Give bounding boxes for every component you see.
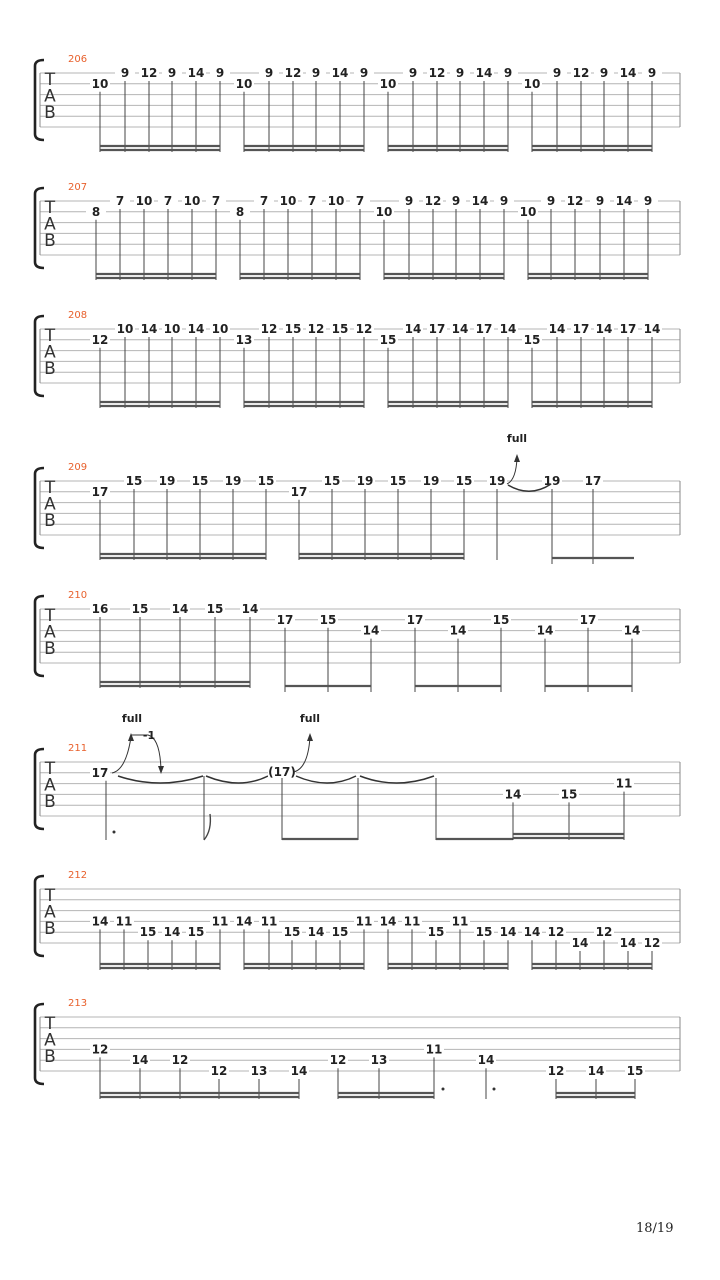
fret-number: 7	[211, 194, 221, 208]
fret-number: 14	[548, 322, 566, 336]
fret-number: 17	[584, 474, 602, 488]
tab-system-206	[35, 54, 680, 152]
fret-number: 9	[215, 66, 225, 80]
fret-number: 12	[428, 66, 446, 80]
fret-number: 15	[131, 602, 149, 616]
tab-system-211	[35, 712, 680, 840]
fret-number: 19	[356, 474, 374, 488]
fret-number: 15	[283, 925, 301, 940]
fret-number: 17	[91, 484, 109, 499]
fret-number: 12	[210, 1064, 228, 1078]
fret-number: 15	[492, 612, 510, 627]
tie	[118, 776, 203, 783]
tab-clef-letter: B	[44, 359, 56, 379]
bend-curve	[112, 737, 131, 773]
fret-number: 13	[235, 332, 253, 347]
fret-number: 14	[523, 925, 541, 940]
fret-number: 17	[276, 612, 294, 627]
tab-clef-letter: T	[44, 759, 56, 779]
fret-number: 11	[403, 914, 421, 929]
fret-number: 15	[257, 474, 275, 488]
tab-clef-letter: A	[44, 775, 56, 796]
fret-number: 9	[643, 194, 653, 208]
bend-curve	[294, 737, 310, 772]
fret-number: 10	[379, 76, 397, 91]
fret-number: 7	[163, 194, 173, 208]
tab-system-207	[35, 182, 680, 280]
tab-clef-letter: B	[44, 639, 56, 659]
fret-number: 10	[116, 322, 134, 336]
fret-number: 9	[451, 194, 461, 208]
fret-number: 14	[451, 322, 469, 336]
fret-number: 14	[504, 787, 522, 802]
fret-number: 10	[523, 76, 541, 91]
page-number: 18/19	[636, 1221, 674, 1236]
tab-clef-letter: B	[44, 919, 56, 939]
tab-clef-letter: B	[44, 1047, 56, 1067]
tab-system-213	[35, 998, 680, 1099]
measure-number: 211	[68, 743, 88, 754]
fret-number: 14	[171, 602, 189, 616]
tab-system-209	[35, 432, 680, 564]
fret-number: 9	[647, 66, 657, 80]
fret-number: 11	[425, 1042, 443, 1057]
fret-number: 14	[499, 322, 517, 336]
fret-number: 9	[167, 66, 177, 80]
fret-number: 12	[595, 925, 613, 940]
fret-number: 12	[424, 194, 442, 208]
fret-number: 14	[404, 322, 422, 336]
fret-number: 14	[140, 322, 158, 336]
fret-number: 17	[475, 322, 493, 336]
fret-number: 10	[163, 322, 181, 336]
fret-number: 14	[587, 1064, 605, 1078]
tab-clef-letter: T	[44, 1014, 56, 1034]
fret-number: 10	[235, 76, 253, 91]
fret-number: 14	[307, 925, 325, 940]
tab-clef-letter: T	[44, 70, 56, 90]
fret-number: 9	[503, 66, 513, 80]
fret-number: 15	[523, 332, 541, 347]
measure-number: 213	[68, 998, 88, 1009]
fret-number: 11	[115, 914, 133, 929]
note-flag	[204, 814, 210, 840]
fret-number: 9	[359, 66, 369, 80]
fret-number: 11	[260, 914, 278, 929]
fret-number: 14	[235, 914, 253, 929]
fret-number: 14	[623, 623, 641, 638]
fret-number: 15	[389, 474, 407, 488]
tab-clef-letter: B	[44, 103, 56, 123]
tab-clef-letter: T	[44, 198, 56, 218]
release-label: -1	[142, 729, 156, 742]
fret-number: 15	[331, 322, 349, 336]
tab-clef-letter: A	[44, 86, 56, 107]
fret-number: 12	[329, 1053, 347, 1068]
fret-number: 15	[455, 474, 473, 488]
tab-clef-letter: A	[44, 342, 56, 363]
fret-number: 14	[131, 1053, 149, 1068]
fret-number: 19	[224, 474, 242, 488]
fret-number: 9	[455, 66, 465, 80]
fret-number: 19	[543, 474, 561, 488]
fret-number: 11	[451, 914, 469, 929]
fret-number: 17	[572, 322, 590, 336]
fret-number: 12	[91, 332, 109, 347]
fret-number: 14	[477, 1053, 495, 1068]
fret-number: 8	[235, 204, 245, 219]
fret-number: 12	[260, 322, 278, 336]
fret-number: 14	[471, 194, 489, 208]
bend-label: full	[299, 712, 321, 725]
measure-number: 207	[68, 182, 88, 193]
fret-number: 9	[546, 194, 556, 208]
fret-number: 9	[264, 66, 274, 80]
bend-arrow	[514, 454, 520, 462]
fret-number: 19	[422, 474, 440, 488]
tab-clef-letter: B	[44, 231, 56, 251]
measure-number: 209	[68, 462, 88, 473]
measure-number: 208	[68, 310, 88, 321]
fret-number: 10	[135, 194, 153, 208]
fret-number: 15	[125, 474, 143, 488]
tab-clef-letter: A	[44, 902, 56, 923]
tab-system-210	[35, 590, 680, 692]
fret-number: 7	[355, 194, 365, 208]
fret-number: 7	[307, 194, 317, 208]
measure-number: 210	[68, 590, 88, 601]
fret-number: 12	[547, 1064, 565, 1078]
fret-number: 13	[250, 1064, 268, 1078]
fret-number: 15	[475, 925, 493, 940]
fret-number: 9	[499, 194, 509, 208]
tab-clef-letter: B	[44, 511, 56, 531]
fret-number: 15	[191, 474, 209, 488]
fret-number: 12	[572, 66, 590, 80]
fret-number: 17	[91, 765, 109, 780]
fret-number: 14	[595, 322, 613, 336]
fret-number: 14	[91, 914, 109, 929]
bend-arrow	[307, 733, 313, 741]
fret-number: 15	[331, 925, 349, 940]
fret-number: 9	[311, 66, 321, 80]
tie	[360, 776, 434, 783]
tab-clef-letter: A	[44, 622, 56, 643]
fret-number: 17	[579, 612, 597, 627]
fret-number: 12	[547, 925, 565, 940]
fret-number: 10	[327, 194, 345, 208]
tab-clef-letter: B	[44, 792, 56, 812]
fret-number: 15	[139, 925, 157, 940]
tab-clef-letter: T	[44, 478, 56, 498]
fret-number: 9	[120, 66, 130, 80]
fret-number: 14	[187, 66, 205, 80]
fret-number: 10	[279, 194, 297, 208]
fret-number: 17	[619, 322, 637, 336]
fret-number: 14	[643, 322, 661, 336]
tab-clef-letter: T	[44, 606, 56, 626]
bend-label: full	[506, 432, 528, 445]
tab-clef-letter: A	[44, 214, 56, 235]
fret-number: 12	[307, 322, 325, 336]
fret-number: 14	[331, 66, 349, 80]
fret-number: 14	[290, 1064, 308, 1078]
fret-number: 15	[206, 602, 224, 616]
fret-number: 11	[615, 776, 633, 791]
tab-system-212	[35, 870, 680, 970]
fret-number: 10	[519, 204, 537, 219]
fret-number: 17	[428, 322, 446, 336]
bend-arrow	[128, 733, 134, 741]
fret-number: 15	[427, 925, 445, 940]
fret-number: 8	[91, 204, 101, 219]
fret-number: 10	[183, 194, 201, 208]
fret-number: 11	[211, 914, 229, 929]
fret-number: 10	[211, 322, 229, 336]
fret-number: 10	[91, 76, 109, 91]
tab-clef-letter: T	[44, 326, 56, 346]
dot	[493, 1088, 496, 1091]
fret-number: 17	[406, 612, 424, 627]
fret-number: 14	[475, 66, 493, 80]
fret-number: 14	[187, 322, 205, 336]
fret-number: 19	[158, 474, 176, 488]
fret-number: 19	[488, 474, 506, 488]
fret-number: 15	[284, 322, 302, 336]
fret-number: 12	[140, 66, 158, 80]
fret-number: 14	[163, 925, 181, 940]
measure-number: 212	[68, 870, 88, 881]
tab-system-208	[35, 310, 680, 408]
tab-clef-letter: T	[44, 886, 56, 906]
fret-number: 10	[375, 204, 393, 219]
fret-number: 11	[355, 914, 373, 929]
fret-number: 9	[408, 66, 418, 80]
fret-number: 9	[595, 194, 605, 208]
fret-number: 15	[560, 787, 578, 802]
fret-number: 14	[536, 623, 554, 638]
tab-clef-letter: A	[44, 1030, 56, 1051]
fret-number: 12	[355, 322, 373, 336]
bend-label: full	[121, 712, 143, 725]
tie	[206, 776, 268, 783]
dot	[442, 1088, 445, 1091]
tied-fret-number: (17)	[268, 765, 296, 779]
fret-number: 17	[290, 484, 308, 499]
fret-number: 9	[552, 66, 562, 80]
measure-number: 206	[68, 54, 88, 65]
fret-number: 12	[171, 1053, 189, 1068]
fret-number: 15	[379, 332, 397, 347]
fret-number: 15	[319, 612, 337, 627]
fret-number: 14	[379, 914, 397, 929]
fret-number: 12	[643, 936, 661, 950]
dot	[113, 831, 116, 834]
fret-number: 16	[91, 602, 109, 616]
fret-number: 14	[241, 602, 259, 616]
tab-clef-letter: A	[44, 494, 56, 515]
fret-number: 14	[571, 936, 589, 950]
tie	[296, 776, 356, 783]
fret-number: 12	[284, 66, 302, 80]
fret-number: 14	[615, 194, 633, 208]
fret-number: 14	[499, 925, 517, 940]
fret-number: 12	[566, 194, 584, 208]
fret-number: 14	[449, 623, 467, 638]
fret-number: 14	[619, 936, 637, 950]
fret-number: 12	[91, 1042, 109, 1057]
fret-number: 14	[362, 623, 380, 638]
fret-number: 7	[259, 194, 269, 208]
fret-number: 15	[187, 925, 205, 940]
fret-number: 7	[115, 194, 125, 208]
fret-number: 13	[370, 1053, 388, 1068]
fret-number: 15	[323, 474, 341, 488]
fret-number: 15	[626, 1064, 644, 1078]
fret-number: 9	[404, 194, 414, 208]
fret-number: 14	[619, 66, 637, 80]
fret-number: 9	[599, 66, 609, 80]
